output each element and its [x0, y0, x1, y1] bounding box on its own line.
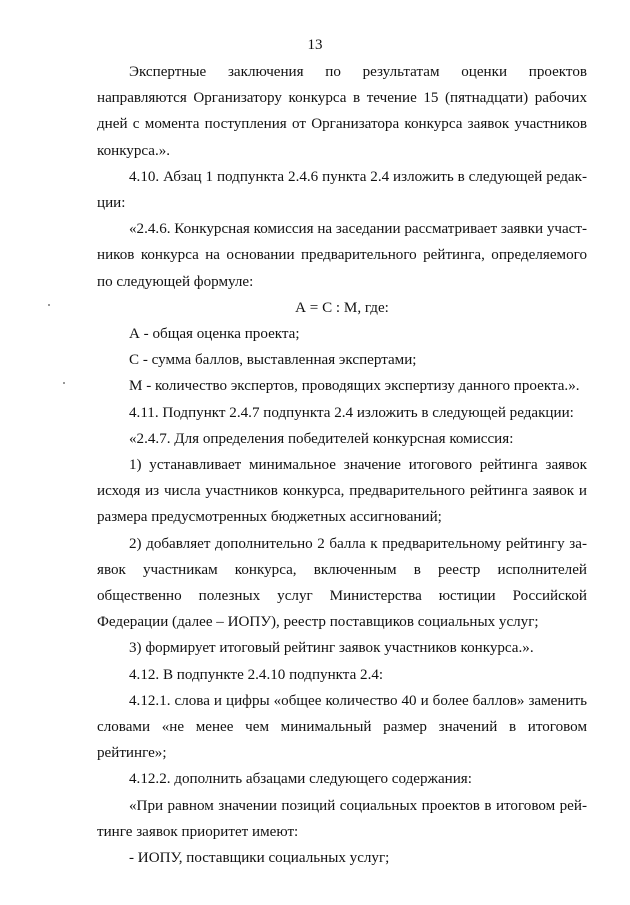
scan-speck	[63, 382, 65, 384]
definition-m: М - количество экспертов, проводящих экспертизу данного проекта.».	[129, 378, 580, 395]
list-item-3: 3) формирует итоговый рейтинг заявок участников конкурса.».	[129, 640, 534, 657]
definition-c: С - сумма баллов, выставленная экспертами;	[129, 352, 417, 369]
scan-speck	[48, 304, 50, 306]
paragraph-expert-conclusions: Экспертные заключения по результатам оценки проектов направляются Организатору конкурса в течение 15 (пятнадцати) рабочих дней с момента поступления от Организатора конкурса заявок участников конкурса.».	[97, 64, 587, 159]
paragraph-2-4-7: «2.4.7. Для определения победителей конкурсная комиссия:	[129, 430, 514, 447]
definition-a: А - общая оценка проекта;	[129, 326, 300, 343]
document-body	[97, 59, 587, 871]
formula: А = С : М, где:	[295, 299, 389, 316]
list-item-iopu: - ИОПУ, поставщики социальных услуг;	[129, 850, 390, 867]
page-number: 13	[307, 37, 323, 53]
list-item-2: 2) добавляет дополнительно 2 балла к предварительному рейтингу за-явок участникам конкурса, включенным в реестр исполнителей общественно полезных услуг Министерства юстиции Российской Федерации (далее – ИОПУ), реестр поставщиков социальных услуг;	[97, 535, 587, 631]
paragraph-4-10: 4.10. Абзац 1 подпункта 2.4.6 пункта 2.4 изложить в следующей редак-ции:	[97, 168, 587, 212]
paragraph-4-11: 4.11. Подпункт 2.4.7 подпункта 2.4 изложить в следующей редакции:	[129, 404, 574, 421]
paragraph-2-4-6: «2.4.6. Конкурсная комиссия на заседании рассматривает заявки участ-ников конкурса на основании предварительного рейтинга, определяемого по следующей формуле:	[97, 221, 587, 290]
paragraph-4-12-2: 4.12.2. дополнить абзацами следующего содержания:	[129, 771, 472, 788]
paragraph-priority: «При равном значении позиций социальных проектов в итоговом рей-тинге заявок приоритет имеют:	[97, 797, 587, 840]
list-item-1: 1) устанавливает минимальное значение итогового рейтинга заявок исходя из числа участников конкурса, предварительного рейтинга заявок и размера предусмотренных бюджетных ассигнований;	[97, 457, 587, 526]
paragraph-4-12-1: 4.12.1. слова и цифры «общее количество 40 и более баллов» заменить словами «не менее чем минимальный размер значений в итоговом рейтинге»;	[97, 692, 587, 762]
paragraph-4-12: 4.12. В подпункте 2.4.10 подпункта 2.4:	[129, 666, 384, 683]
